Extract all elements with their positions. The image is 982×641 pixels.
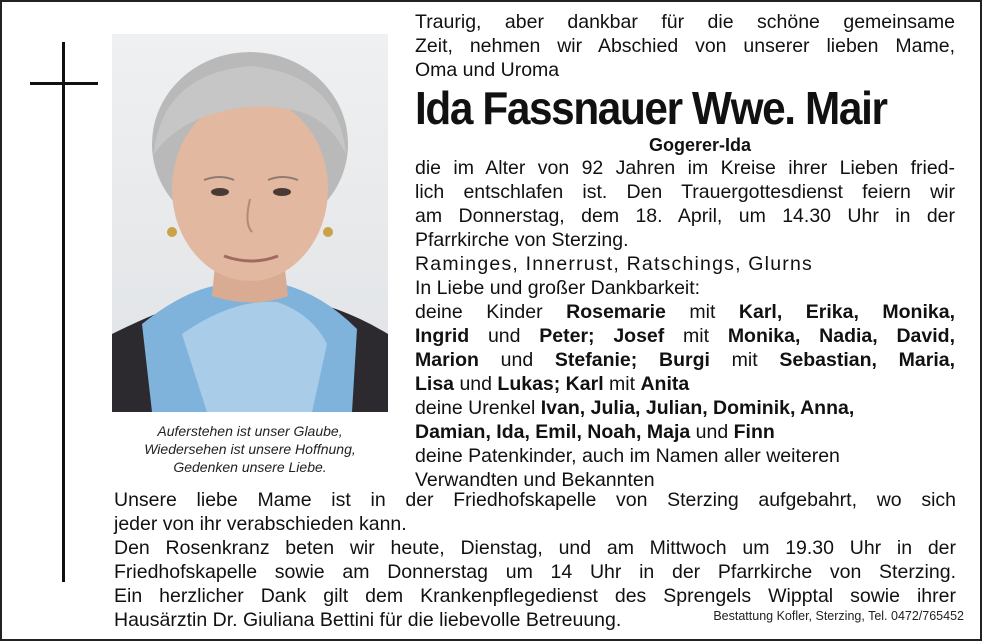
family-line [415,372,955,396]
passing-line: am Donnerstag, dem 18. April, um 14.30 Uhr in der [415,205,955,227]
passing-line: die im Alter von 92 Jahren im Kreise ihrer Lieben fried- [415,157,955,179]
bottom-line: jeder von ihr verabschieden kann. [114,513,407,535]
family-line [415,420,955,444]
family-name: Monika, Nadia, David, [727,325,955,347]
passing-line: Pfarrkirche von Sterzing. [415,229,629,251]
family-text: und [478,349,555,371]
passing-line: lich entschlafen ist. Den Trauergottesdienst feiern wir [415,181,955,203]
verse-line: Wiedersehen ist unsere Hoffnung, [144,441,356,457]
family-text: mit [664,325,728,347]
family-name: Lisa [415,373,455,395]
family-line [415,300,955,324]
family-name: Peter; Josef [539,325,665,347]
family-line: deine Patenkinder, auch im Namen aller weiteren [415,445,840,467]
family-name: Damian, Ida, Emil, Noah, Maja [415,421,691,443]
deceased-name: Ida Fassnauer Wwe. Mair [415,82,887,134]
bottom-line: Ein herzlicher Dank gilt dem Krankenpflegedienst des Sprengels Wipptal sowie ihrer [114,585,956,607]
bottom-line: Hausärztin Dr. Giuliana Bettini für die liebevolle Betreuung. [114,609,622,631]
family-name: Ivan, Julia, Julian, Dominik, Anna, [540,397,855,419]
family-name: Rosemarie [566,301,666,323]
family-name: Finn [733,421,775,443]
intro-line: Zeit, nehmen wir Abschied von unserer lieben Mame, [415,35,955,57]
family-text: und [454,373,498,395]
family-text: mit [709,349,780,371]
family-name: Sebastian, Maria, [779,349,955,371]
portrait-drawing [112,34,388,412]
portrait-photo [112,34,388,412]
family-name: Stefanie; Burgi [554,349,710,371]
family-text: deine Urenkel [415,397,541,419]
funeral-home-imprint: Bestattung Kofler, Sterzing, Tel. 0472/765452 [713,609,964,623]
family-text: und [469,325,540,347]
gratitude-line: In Liebe und großer Dankbarkeit: [415,277,701,299]
family-line [415,324,955,348]
bottom-line: Friedhofskapelle sowie am Donnerstag um 14 Uhr in der Pfarrkirche von Sterzing. [114,561,956,583]
nickname: Gogerer-Ida [648,135,752,155]
family-name: Ingrid [415,325,470,347]
cross-icon-bar [30,82,98,85]
family-name: Marion [415,349,479,371]
intro-line: Oma und Uroma [415,59,560,81]
main-text-column [415,10,955,492]
family-text: deine Kinder [415,301,567,323]
verse-line: Auferstehen ist unser Glaube, [157,423,343,439]
bottom-line: Unsere liebe Mame ist in der Friedhofskapelle von Sterzing aufgebahrt, wo sich [114,489,956,511]
family-name: Lukas; Karl [497,373,604,395]
family-line [415,348,955,372]
intro-line: Traurig, aber dankbar für die schöne gemeinsame [415,11,955,33]
verse-line: Gedenken unsere Liebe. [173,459,327,475]
family-line: Verwandten und Bekannten [415,469,655,491]
family-name: Anita [640,373,690,395]
family-text: mit [665,301,739,323]
cross-icon [62,42,65,582]
bottom-line: Den Rosenkranz beten wir heute, Dienstag, und am Mittwoch um 19.30 Uhr in der [114,537,956,559]
family-text: mit [603,373,641,395]
places-line: Raminges, Innerrust, Ratschings, Glurns [415,253,813,275]
family-line [415,396,955,420]
family-text: und [690,421,734,443]
family-name: Karl, Erika, Monika, [738,301,955,323]
memorial-verse [112,422,388,476]
